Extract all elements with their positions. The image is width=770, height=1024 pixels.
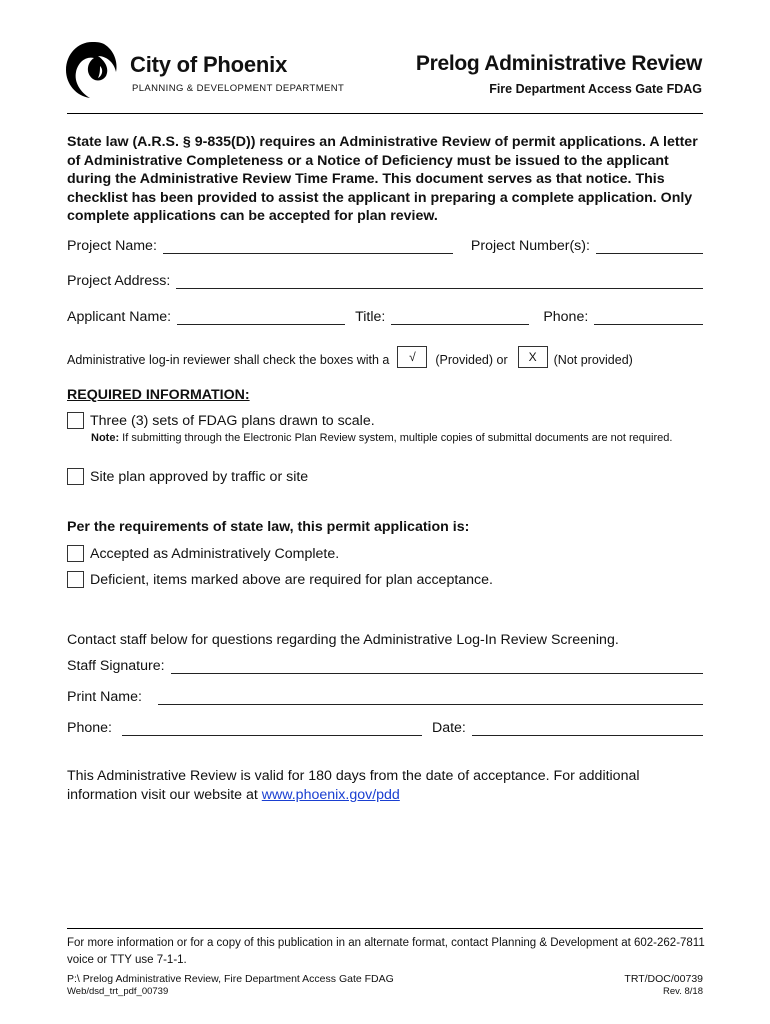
- status-heading: Per the requirements of state law, this permit application is:: [67, 519, 470, 535]
- phone-label: Phone:: [543, 309, 589, 325]
- note-label: Note:: [91, 432, 120, 444]
- site-plan-label: Site plan approved by traffic or site: [90, 468, 309, 485]
- title-field[interactable]: [391, 310, 529, 325]
- footer: [67, 935, 707, 998]
- project-name-label: Project Name:: [67, 238, 157, 254]
- legend-text: Administrative log-in reviewer shall check the boxes with a: [67, 353, 390, 367]
- required-item-plans: [67, 412, 375, 429]
- footer-path: P:\ Prelog Administrative Review, Fire Department Access Gate FDAG: [67, 973, 394, 985]
- print-name-field[interactable]: [158, 690, 703, 705]
- footer-divider: [67, 928, 703, 929]
- project-number-field[interactable]: [596, 239, 703, 254]
- footer-info: For more information or for a copy of this publication in an alternate format, contact Planning & Development at 602-262-7811 voice or TTY use 7-1-1.: [67, 937, 705, 966]
- validity-paragraph: [67, 767, 707, 805]
- note: [91, 431, 691, 445]
- plans-checkbox[interactable]: [67, 412, 84, 429]
- print-name-row: [67, 689, 703, 705]
- applicant-name-field[interactable]: [177, 310, 345, 325]
- staff-signature-row: [67, 658, 703, 674]
- phone-field[interactable]: [594, 310, 703, 325]
- department-name: PLANNING & DEVELOPMENT DEPARTMENT: [132, 83, 345, 94]
- intro-paragraph: State law (A.R.S. § 9-835(D)) requires an Administrative Review of permit applications. A letter of Administrative Completeness or a Notice of Deficiency must be issued to the applicant during the Administrative Review Time Frame. This document serves as that notice. This checklist has been provided to assist the applicant in preparing a complete application. Only complete applications can be accepted for plan review.: [67, 134, 698, 225]
- project-address-row: [67, 273, 703, 289]
- footer-doc-number: TRT/DOC/00739: [624, 973, 703, 985]
- project-name-field[interactable]: [163, 239, 453, 254]
- website-link[interactable]: www.phoenix.gov/pdd: [261, 787, 400, 803]
- staff-phone-label: Phone:: [67, 720, 112, 736]
- date-label: Date:: [431, 720, 466, 736]
- footer-web-row: [67, 986, 707, 998]
- city-name: City of Phoenix: [130, 52, 288, 77]
- project-number-label: Project Number(s):: [470, 238, 590, 254]
- page-subtitle: Fire Department Access Gate FDAG: [489, 82, 702, 96]
- applicant-name-label: Applicant Name:: [67, 309, 172, 325]
- not-provided-legend-box: X: [518, 346, 548, 368]
- project-address-field[interactable]: [176, 274, 703, 289]
- phoenix-bird-icon: [60, 38, 124, 102]
- header-divider: [67, 113, 703, 114]
- project-name-row: [67, 238, 703, 254]
- accepted-label: Accepted as Administratively Complete.: [90, 545, 340, 562]
- footer-revision: Rev. 8/18: [663, 986, 703, 997]
- note-text: If submitting through the Electronic Plan Review system, multiple copies of submittal documents are not required.: [122, 432, 673, 444]
- site-plan-checkbox[interactable]: [67, 468, 84, 485]
- date-field[interactable]: [472, 721, 703, 736]
- check-legend: [67, 342, 703, 368]
- deficient-checkbox[interactable]: [67, 571, 84, 588]
- staff-phone-row: [67, 720, 703, 736]
- not-provided-legend-label: (Not provided): [553, 353, 633, 367]
- contact-text: Contact staff below for questions regarding the Administrative Log-In Review Screening.: [67, 632, 619, 648]
- staff-signature-label: Staff Signature:: [67, 658, 165, 674]
- provided-legend-box: √: [397, 346, 427, 368]
- page-title: Prelog Administrative Review: [415, 52, 702, 75]
- staff-signature-field[interactable]: [171, 659, 703, 674]
- required-info-heading: REQUIRED INFORMATION:: [67, 387, 250, 403]
- provided-legend-label: (Provided) or: [435, 353, 508, 367]
- project-address-label: Project Address:: [67, 273, 171, 289]
- status-accepted: [67, 545, 339, 562]
- status-deficient: [67, 571, 493, 588]
- deficient-label: Deficient, items marked above are required for plan acceptance.: [90, 571, 493, 588]
- validity-text: This Administrative Review is valid for 180 days from the date of acceptance. For additional information visit our website at: [67, 768, 640, 803]
- city-logo: [60, 38, 350, 102]
- footer-web-id: Web/dsd_trt_pdf_00739: [67, 986, 169, 997]
- accepted-checkbox[interactable]: [67, 545, 84, 562]
- print-name-label: Print Name:: [67, 689, 142, 705]
- applicant-row: [67, 309, 703, 325]
- plans-label: Three (3) sets of FDAG plans drawn to scale.: [90, 412, 375, 429]
- title-label: Title:: [355, 309, 386, 325]
- required-item-site-plan: [67, 468, 308, 485]
- footer-path-row: [67, 973, 707, 986]
- staff-phone-field[interactable]: [122, 721, 422, 736]
